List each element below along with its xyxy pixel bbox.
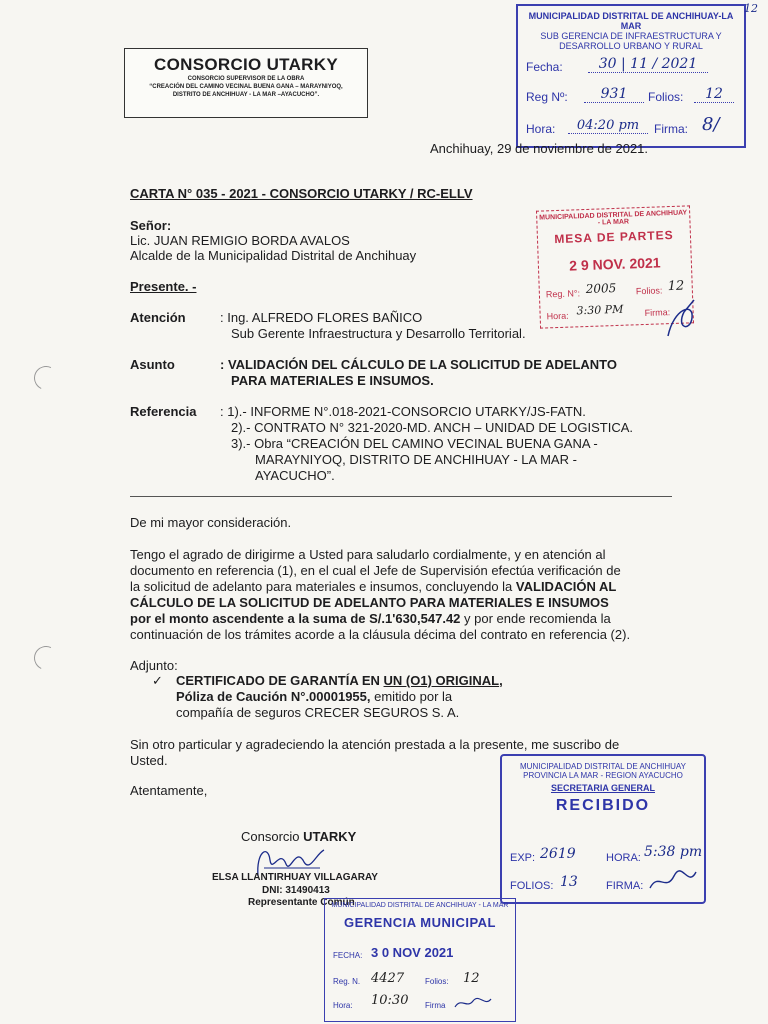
stamp-infra-line-1: MUNICIPALIDAD DISTRITAL DE ANCHIHUAY-LA MAR: [528, 11, 734, 31]
body-line-4: CÁLCULO DE LA SOLICITUD DE ADELANTO PARA MATERIALES E INSUMOS: [130, 595, 609, 610]
stamp-ger-fecha-label: FECHA:: [333, 951, 363, 960]
punch-hole-mark: [31, 643, 62, 674]
logo-line-2: “CREACIÓN DEL CAMINO VECINAL BUENA GANA – MARAYNIYOQ,: [149, 84, 343, 90]
referencia-line-1: : 1).- INFORME N°.018-2021-CONSORCIO UTARKY/JS-FATN.: [220, 404, 586, 419]
punch-hole-mark: [31, 363, 62, 394]
stamp-sec-signature-scribble: [648, 868, 698, 894]
date-line: Anchihuay, 29 de noviembre de 2021.: [430, 141, 649, 156]
separator-line: [130, 496, 672, 497]
adjunto-line-2-bold: Póliza de Caución N°.00001955,: [176, 689, 371, 704]
body-line-3-text: la solicitud de adelanto para materiales e insumos, concluyendo la: [130, 579, 516, 594]
asunto-label: Asunto: [130, 357, 175, 372]
stamp-sec-exp-label: EXP:: [510, 852, 536, 864]
adjunto-label: Adjunto:: [130, 658, 178, 673]
company-logo-box: [124, 48, 368, 118]
stamp-mesa-hora-label: Hora:: [546, 310, 569, 322]
stamp-infra-line-2: SUB GERENCIA DE INFRAESTRUCTURA Y: [540, 31, 722, 41]
stamp-sec-exp-value: 2619: [540, 846, 576, 862]
closing-line-2: Usted.: [130, 753, 168, 768]
stamp-infra-firma-value: 8/: [702, 114, 720, 135]
body-line-3: [130, 579, 670, 595]
stamp-infra-reg-value: 931: [584, 86, 644, 103]
mesa-signature-scribble: [664, 298, 700, 342]
body-line-5: [130, 611, 670, 627]
carta-number: CARTA N° 035 - 2021 - CONSORCIO UTARKY / RC-ELLV: [130, 186, 473, 201]
atencion-line-2: Sub Gerente Infraestructura y Desarrollo Territorial.: [231, 326, 526, 341]
signer-name: ELSA LLANTIRHUAY VILLAGARAY: [212, 872, 378, 883]
stamp-sec-line-2: PROVINCIA LA MAR - REGION AYACUCHO: [523, 771, 683, 780]
body-paragraph: [130, 547, 670, 643]
stamp-mesa-firma-label: Firma:: [644, 307, 671, 318]
stamp-ger-folios-value: 12: [463, 971, 480, 986]
stamp-sub-gerencia-infraestructura: [516, 4, 746, 148]
adjunto-line-1-b: UN (O1) ORIGINAL: [383, 673, 500, 688]
recipient-role: Alcalde de la Municipalidad Distrital de Anchihuay: [130, 248, 417, 263]
logo-line-3: DISTRITO DE ANCHIHUAY - LA MAR –AYACUCHO”.: [172, 92, 320, 98]
referencia-label: Referencia: [130, 404, 197, 419]
corner-page-mark: 12: [744, 2, 758, 15]
stamp-mesa-reg-label: Reg. N°:: [545, 288, 581, 300]
stamp-ger-hora-label: Hora:: [333, 1001, 353, 1010]
asunto-line-1: : VALIDACIÓN DEL CÁLCULO DE LA SOLICITUD DE ADELANTO: [220, 357, 617, 372]
adjunto-line-2-text: emitido por la: [370, 689, 453, 704]
stamp-sec-folios-value: 13: [560, 874, 578, 890]
stamp-secretaria-general: [500, 754, 706, 904]
stamp-ger-folios-label: Folios:: [425, 977, 449, 986]
stamp-infra-fecha-value: 30 | 11 / 2021: [588, 56, 708, 73]
stamp-gerencia-municipal: [324, 898, 516, 1022]
stamp-sec-line-1: MUNICIPALIDAD DISTRITAL DE ANCHIHUAY: [520, 762, 686, 771]
body-line-2: documento en referencia (1), en el cual el Jefe de Supervisión efectúa verificación de: [130, 563, 621, 578]
stamp-sec-recibido: RECIBIDO: [555, 797, 651, 814]
stamp-mesa-date: 2 9 NOV. 2021: [568, 254, 661, 274]
closing-line-1: Sin otro particular y agradeciendo la atención prestada a la presente, me suscribo de: [130, 737, 620, 752]
stamp-ger-line-1: MUNICIPALIDAD DISTRITAL DE ANCHIHUAY - LA MAR: [331, 902, 509, 909]
referencia-line-3: 3).- Obra “CREACIÓN DEL CAMINO VECINAL BUENA GANA -: [231, 436, 598, 451]
stamp-infra-folios-value: 12: [694, 86, 734, 103]
stamp-ger-title: GERENCIA MUNICIPAL: [344, 915, 496, 930]
stamp-sec-hora-label: HORA:: [606, 852, 641, 864]
referencia-line-2: 2).- CONTRATO N° 321-2020-MD. ANCH – UNIDAD DE LOGISTICA.: [231, 420, 634, 435]
stamp-sec-firma-label: FIRMA:: [606, 880, 644, 892]
stamp-infra-firma-label: Firma:: [654, 122, 688, 136]
body-line-1: Tengo el agrado de dirigirme a Usted para saludarlo cordialmente, y en atención al: [130, 547, 606, 562]
stamp-sec-line-3: SECRETARIA GENERAL: [550, 783, 655, 793]
signature-company-bold: UTARKY: [303, 829, 357, 844]
adjunto-line-3: compañía de seguros CRECER SEGUROS S. A.: [176, 705, 460, 720]
adjunto-line-2: [176, 689, 506, 705]
stamp-ger-fecha-value: 3 0 NOV 2021: [371, 945, 454, 960]
adjunto-line-1-a: CERTIFICADO DE GARANTÍA EN: [176, 673, 384, 688]
stamp-ger-hora-value: 10:30: [371, 993, 409, 1008]
stamp-mesa-folios-label: Folios:: [635, 285, 663, 297]
stamp-ger-firma-label: Firma: [425, 1001, 446, 1010]
checkmark-icon: ✓: [152, 673, 163, 688]
stamp-mesa-hora-value: 3:30 PM: [576, 302, 624, 318]
atentamente: Atentamente,: [130, 783, 208, 798]
stamp-mesa-title: MESA DE PARTES: [554, 227, 674, 247]
body-line-5-text: y por ende recomienda la: [460, 611, 611, 626]
logo-title: CONSORCIO UTARKY: [154, 55, 338, 74]
referencia-line-4: MARAYNIYOQ, DISTRITO DE ANCHIHUAY - LA MAR -: [255, 452, 577, 467]
recipient-salute: Señor:: [130, 218, 172, 233]
presente-label: Presente. -: [130, 279, 197, 294]
adjunto-line-1: [176, 673, 503, 689]
body-line-3-bold: VALIDACIÓN AL: [515, 579, 617, 594]
stamp-sec-hora-value: 5:38 pm: [644, 844, 703, 860]
stamp-infra-folios-label: Folios:: [648, 90, 684, 104]
stamp-infra-fecha-label: Fecha:: [526, 60, 563, 74]
asunto-line-2: PARA MATERIALES E INSUMOS.: [231, 373, 434, 388]
referencia-line-5: AYACUCHO”.: [255, 468, 335, 483]
stamp-mesa-line-1: MUNICIPALIDAD DISTRITAL DE ANCHIHUAY - LA MAR: [539, 209, 688, 227]
adjunto-line-1-c: ,: [499, 673, 503, 688]
stamp-sec-folios-label: FOLIOS:: [510, 880, 554, 892]
logo-line-1: CONSORCIO SUPERVISOR DE LA OBRA: [187, 76, 305, 82]
stamp-mesa-reg-value: 2005: [585, 280, 617, 297]
body-line-6: continuación de los trámites acorde a la cláusula décima del contrato en referencia (2).: [130, 627, 631, 642]
stamp-ger-reg-label: Reg. N.: [333, 977, 361, 986]
signer-role: Representante Común: [248, 897, 355, 908]
stamp-infra-hora-value: 04:20 pm: [568, 118, 648, 134]
signature-company-text: Consorcio: [241, 829, 304, 844]
stamp-ger-reg-value: 4427: [371, 971, 405, 986]
stamp-infra-reg-label: Reg Nº:: [526, 90, 568, 104]
stamp-ger-signature-scribble: [453, 995, 493, 1011]
atencion-label: Atención: [130, 310, 186, 325]
stamp-mesa-folios-value: 12: [667, 278, 685, 295]
recipient-name: Lic. JUAN REMIGIO BORDA AVALOS: [130, 233, 350, 248]
greeting: De mi mayor consideración.: [130, 515, 292, 530]
atencion-line-1: : Ing. ALFREDO FLORES BAÑICO: [220, 310, 423, 325]
body-line-5-bold: por el monto ascendente a la suma de S/.1'630,547.42: [130, 611, 461, 626]
stamp-infra-line-3: DESARROLLO URBANO Y RURAL: [559, 41, 703, 51]
stamp-infra-hora-label: Hora:: [526, 122, 556, 136]
signer-dni: DNI: 31490413: [262, 885, 330, 896]
